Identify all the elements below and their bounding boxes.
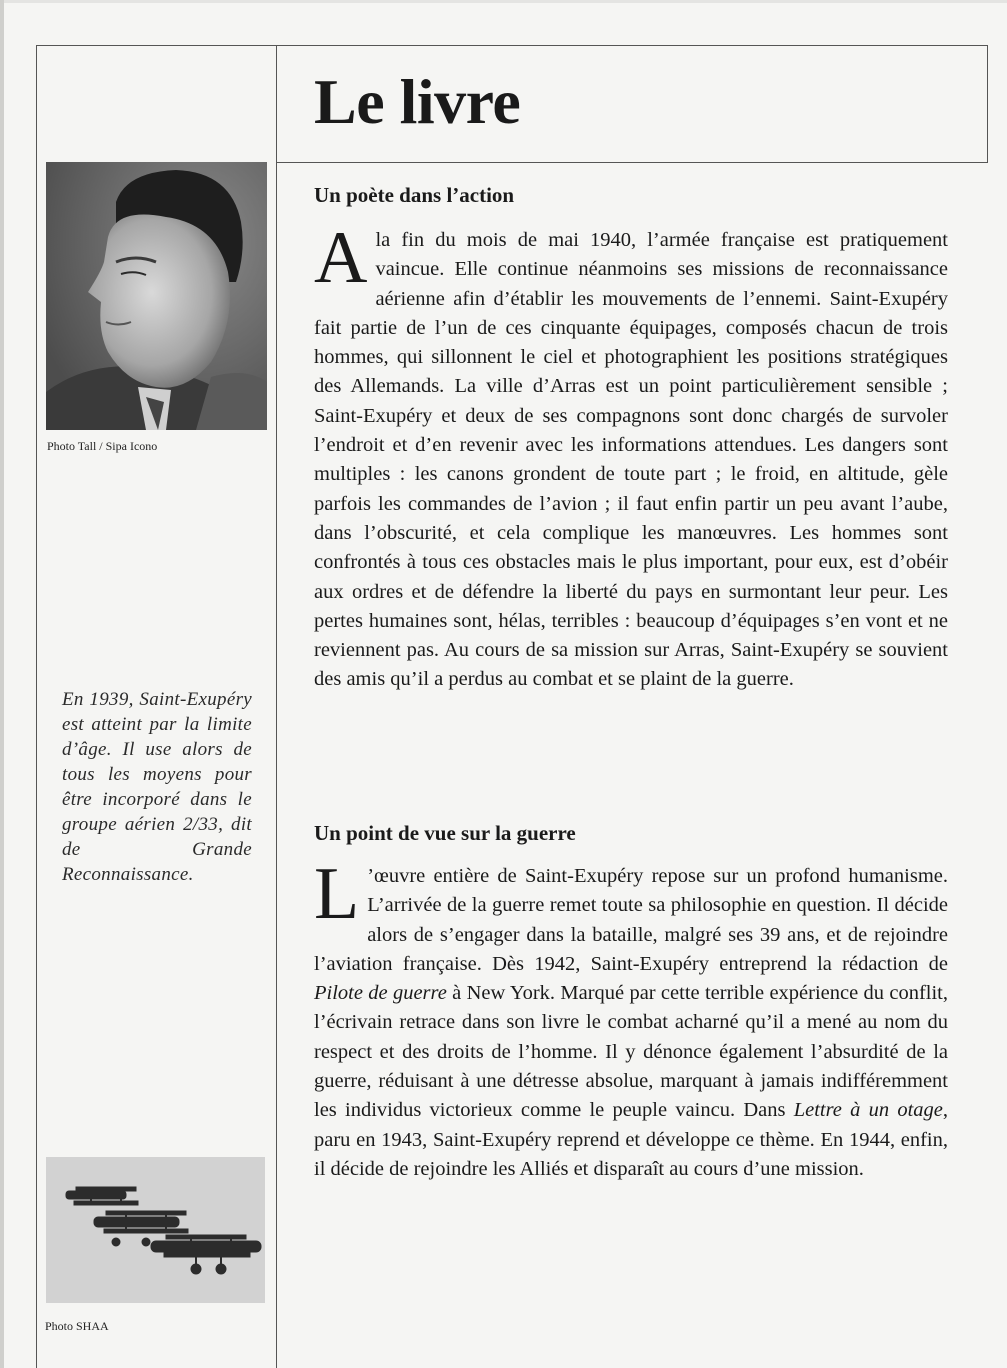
section-text-guerre-3: , paru en 1943, Saint-Exupéry reprend et développe ce thème. En 1944, enfin, il décide de rejoindre les Alliés et disparaît au cours d’une mission. [314, 1099, 948, 1180]
scan-top-edge [0, 0, 1007, 3]
book-title-lettre: Lettre à un otage [793, 1099, 943, 1122]
page-title: Le livre [314, 66, 521, 137]
column-divider-rule [276, 45, 277, 1368]
portrait-photo [46, 162, 267, 430]
portrait-image [46, 162, 267, 430]
portrait-photo-credit: Photo Tall / Sipa Icono [47, 439, 158, 453]
section-text-poete: la fin du mois de mai 1940, l’armée française est pratiquement vaincue. Elle continue néanmoins ses missions de reconnaissance aérienne afin d’établir les mouvements de l’ennemi. Saint-Exupéry fait partie de l’un de ces cinquante équipages, composés chacun de trois hommes, qui sillonnent le ciel et photographient les positions stratégiques des Allemands. La ville d’Arras est un point particulièrement sensible ; Saint-Exupéry et deux de ses compagnons sont donc chargés de survoler l’endroit et d’en revenir avec les informations attendues. Les dangers sont multiples : les canons grondent de toute part ; le froid, en altitude, gèle parfois les commandes de l’avion ; il faut enfin partir un peu avant l’aube, dans l’obscurité, et cela complique les manœuvres. Les hommes sont confrontés à tous ces obstacles mais le plus important, pour eux, est d’obéir aux ordres et de défendre la liberté du pays en surmontant leur peur. Les pertes humaines sont, hélas, terribles : beaucoup d’équipages s’en vont et ne reviennent pas. Au cours de sa mission sur Arras, Saint-Exupéry se souvient des amis qu’il a perdus au combat et se plaint de la guerre. [314, 229, 948, 691]
biplanes-image [46, 1157, 265, 1303]
book-title-pilote: Pilote de guerre [314, 982, 447, 1005]
section-text-guerre-1: ’œuvre entière de Saint-Exupéry repose sur un profond humanisme. L’arrivée de la guerre remet toute sa philosophie en question. Il décide alors de s’engager dans la bataille, malgré ses 39 ans, et de rejoindre l’aviation française. Dès 1942, Saint-Exupéry entreprend la rédaction de [314, 865, 948, 975]
section-body-poete [314, 217, 948, 695]
section-text-guerre-2: à New York. Marqué par cette terrible expérience du conflit, l’écrivain retrace dans son livre le combat acharné qu’il a mené au nom du respect et des droits de l’homme. Il y dénonce également l’absurdité de la guerre, réduisant à une détresse absolue, marquant à jamais indifféremment les individus victorieux comme le peuple vaincu. Dans [314, 982, 948, 1122]
section-heading-poete: Un poète dans l’action [314, 183, 515, 207]
biplanes-photo-credit: Photo SHAA [45, 1319, 109, 1333]
dropcap-l: L [314, 853, 360, 935]
scan-left-edge [0, 0, 4, 1368]
frame-left-rule [36, 45, 37, 1368]
title-box-right-rule [987, 45, 988, 163]
biplanes-photo [46, 1157, 265, 1303]
dropcap-a: A [314, 217, 368, 299]
section-body-guerre [314, 853, 948, 1184]
sidebar-caption: En 1939, Saint-Exupéry est atteint par la limite d’âge. Il use alors de tous les moyens pour être incorporé dans le groupe aérien 2/33, dit de Grande Reconnaissance. [62, 689, 252, 885]
title-bottom-rule [276, 162, 988, 163]
section-heading-guerre: Un point de vue sur la guerre [314, 821, 576, 845]
frame-top-rule [36, 45, 988, 46]
